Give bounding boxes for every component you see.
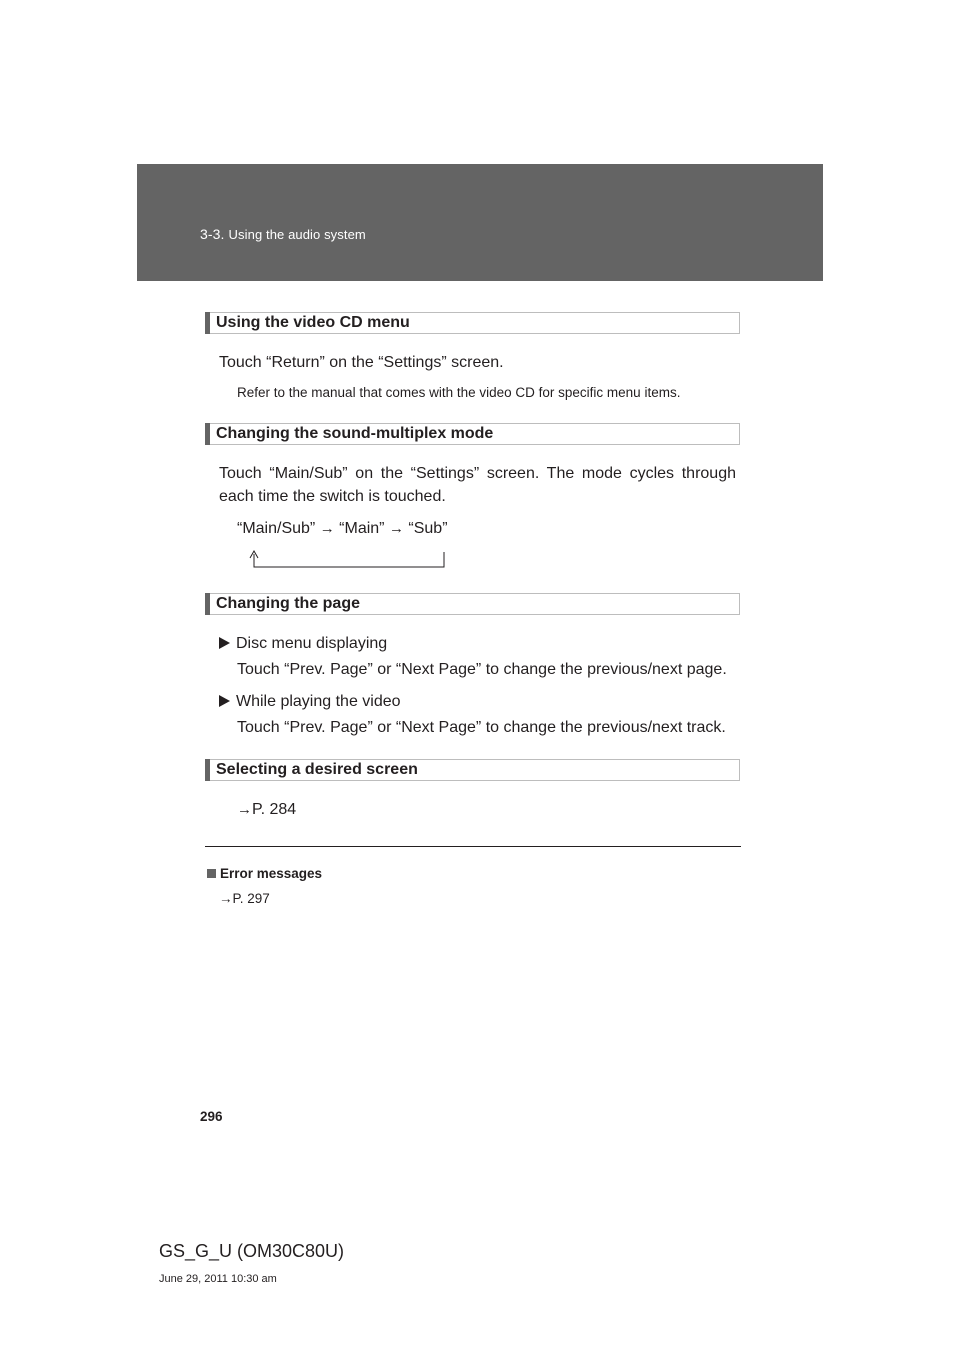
mode-sub: “Sub” <box>408 520 448 537</box>
section-heading-video-cd-menu <box>205 312 740 334</box>
footnote-reference-value: P. 297 <box>232 891 270 906</box>
triangle-bullet-icon <box>219 637 230 649</box>
triangle-bullet-icon <box>219 695 230 707</box>
arrow-right-icon: → <box>219 891 233 906</box>
arrow-right-icon: → <box>237 801 252 818</box>
section-heading-bar <box>205 593 210 615</box>
mode-main-sub: “Main/Sub” <box>237 520 316 537</box>
section-body: Touch “Main/Sub” on the “Settings” screen. The mode cycles through each time the switch is touched. <box>219 465 736 505</box>
section-title: Changing the page <box>216 595 360 612</box>
mode-cycle <box>237 517 448 540</box>
cycle-return-arrow-icon <box>246 548 448 570</box>
doc-timestamp: June 29, 2011 10:30 am <box>159 1273 277 1285</box>
arrow-right-icon: → <box>319 520 335 537</box>
section-note: Refer to the manual that comes with the video CD for specific menu items. <box>237 385 681 400</box>
list-item-text: Touch “Prev. Page” or “Next Page” to change the previous/next track. <box>237 719 726 736</box>
page-number: 296 <box>200 1109 223 1124</box>
chapter-heading <box>200 226 366 242</box>
section-heading-desired-screen <box>205 759 740 781</box>
section-heading-changing-page <box>205 593 740 615</box>
list-item-label: While playing the video <box>236 693 401 710</box>
footnote-reference <box>219 891 270 906</box>
section-body: Touch “Return” on the “Settings” screen. <box>219 354 504 371</box>
section-heading-bar <box>205 423 210 445</box>
section-heading-bar <box>205 312 210 334</box>
section-heading-bar <box>205 759 210 781</box>
divider <box>205 846 741 847</box>
header-band <box>137 164 823 281</box>
list-item-text: Touch “Prev. Page” or “Next Page” to change the previous/next page. <box>237 661 727 678</box>
page-reference <box>237 798 296 821</box>
list-item <box>219 690 401 713</box>
footnote-heading <box>207 866 322 881</box>
chapter-title: Using the audio system <box>228 227 366 242</box>
list-item <box>219 632 387 655</box>
arrow-right-icon: → <box>388 520 404 537</box>
footnote-title: Error messages <box>220 866 323 881</box>
mode-main: “Main” <box>339 520 385 537</box>
square-bullet-icon <box>207 869 216 878</box>
page-reference-value: P. 284 <box>252 801 297 818</box>
list-item-label: Disc menu displaying <box>236 635 388 652</box>
section-title: Changing the sound-multiplex mode <box>216 425 494 442</box>
chapter-number: 3-3. <box>200 226 225 242</box>
section-heading-sound-multiplex <box>205 423 740 445</box>
section-title: Selecting a desired screen <box>216 761 418 778</box>
section-title: Using the video CD menu <box>216 314 410 331</box>
doc-code: GS_G_U (OM30C80U) <box>159 1241 345 1261</box>
